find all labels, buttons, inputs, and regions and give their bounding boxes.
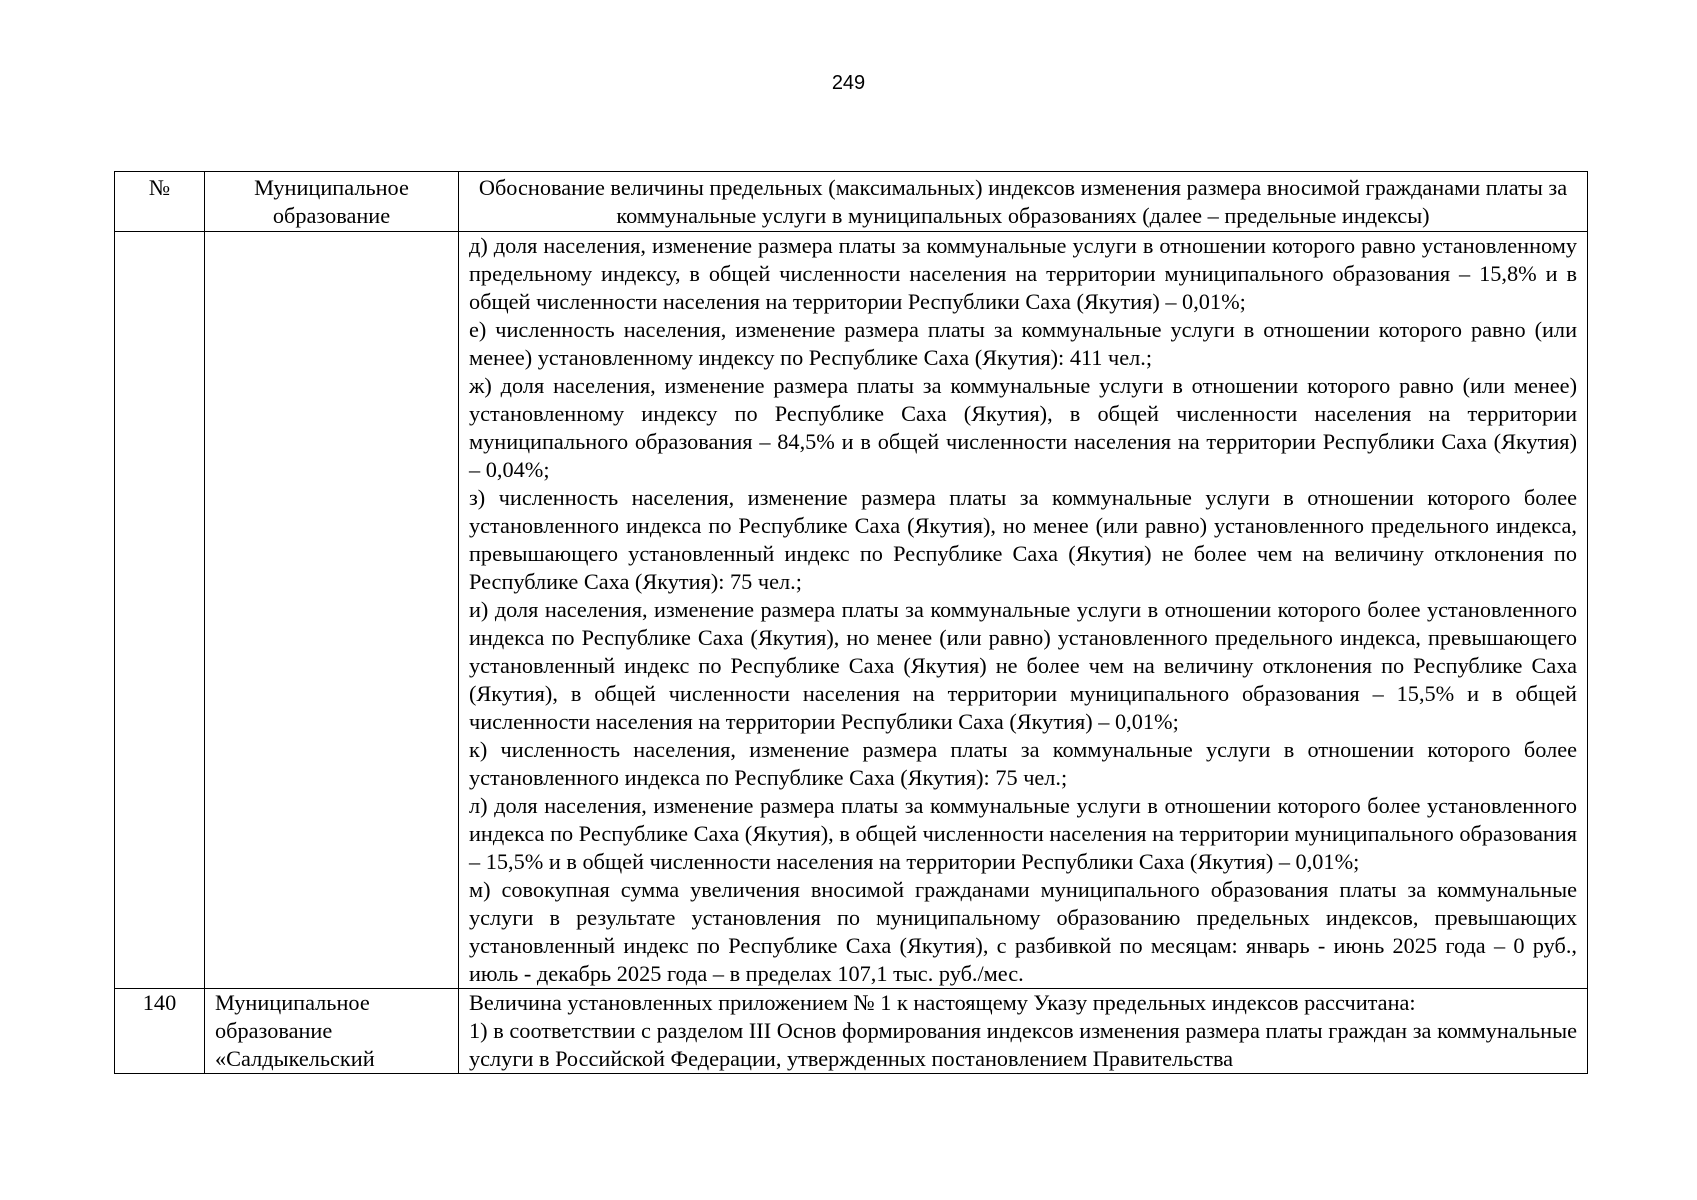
cell-municipality-empty <box>205 232 459 989</box>
paragraph-i: и) доля населения, изменение размера платы за коммунальные услуги в отношении которого более установленного индекса по Республике Саха (Якутия), но менее (или равно) установленного предельного индекса, превышающего установленный индекс по Республике Саха (Якутия) не более чем на величину отклонения по Республике Саха (Якутия), в общей численности населения на территории муниципального образования – 15,5% и в общей численности населения на территории Республики Саха (Якутия) – 0,01%; <box>469 597 1577 734</box>
paragraph-k: к) численность населения, изменение размера платы за коммунальные услуги в отношении которого более установленного индекса по Республике Саха (Якутия): 75 чел.; <box>469 737 1577 790</box>
header-municipality: Муниципальное образование <box>205 172 459 232</box>
paragraph-e: е) численность населения, изменение размера платы за коммунальные услуги в отношении которого равно (или менее) установленному индексу по Республике Саха (Якутия): 411 чел.; <box>469 317 1577 370</box>
paragraph-d: д) доля населения, изменение размера платы за коммунальные услуги в отношении которого равно установленному предельному индексу, в общей численности населения на территории муниципального образования – 15,8% и в общей численности населения на территории Республики Саха (Якутия) – 0,01%; <box>469 233 1577 314</box>
table-header-row <box>115 172 1588 232</box>
cell-number-empty <box>115 232 205 989</box>
row-140-item-1: 1) в соответствии с разделом III Основ формирования индексов изменения размера платы граждан за коммунальные услуги в Российской Федерации, утвержденных постановлением Правительства <box>469 1018 1577 1071</box>
header-number: № <box>115 172 205 232</box>
paragraph-m: м) совокупная сумма увеличения вносимой гражданами муниципального образования платы за коммунальные услуги в результате установления по муниципальному образованию предельных индексов, превышающих установленный индекс по Республике Саха (Якутия), с разбивкой по месяцам: январь - июнь 2025 года – 0 руб., июль - декабрь 2025 года – в пределах 107,1 тыс. руб./мес. <box>469 877 1577 986</box>
row-140-justification <box>459 989 1588 1074</box>
row-140-number: 140 <box>115 989 205 1074</box>
table-row-140 <box>115 989 1588 1074</box>
paragraph-z: з) численность населения, изменение размера платы за коммунальные услуги в отношении которого более установленного индекса по Республике Саха (Якутия), но менее (или равно) установленного предельного индекса, превышающего установленный индекс по Республике Саха (Якутия) не более чем на величину отклонения по Республике Саха (Якутия): 75 чел.; <box>469 485 1577 594</box>
cell-justification <box>459 232 1588 989</box>
paragraph-l: л) доля населения, изменение размера платы за коммунальные услуги в отношении которого более установленного индекса по Республике Саха (Якутия), в общей численности населения на территории муниципального образования – 15,5% и в общей численности населения на территории Республики Саха (Якутия) – 0,01%; <box>469 793 1577 874</box>
page-number: 249 <box>831 72 866 94</box>
table-row-continuation <box>115 232 1588 989</box>
row-140-intro: Величина установленных приложением № 1 к настоящему Указу предельных индексов рассчитана: <box>469 990 1416 1015</box>
header-justification: Обоснование величины предельных (максимальных) индексов изменения размера вносимой гражданами платы за коммунальные услуги в муниципальных образованиях (далее – предельные индексы) <box>459 172 1588 232</box>
row-140-municipality: Муниципальное образование «Салдыкельский <box>205 989 459 1074</box>
paragraph-zh: ж) доля населения, изменение размера платы за коммунальные услуги в отношении которого равно (или менее) установленному индексу по Республике Саха (Якутия), в общей численности населения на территории муниципального образования – 84,5% и в общей численности населения на территории Республики Саха (Якутия) – 0,04%; <box>469 373 1577 482</box>
justification-table <box>114 171 1588 1074</box>
